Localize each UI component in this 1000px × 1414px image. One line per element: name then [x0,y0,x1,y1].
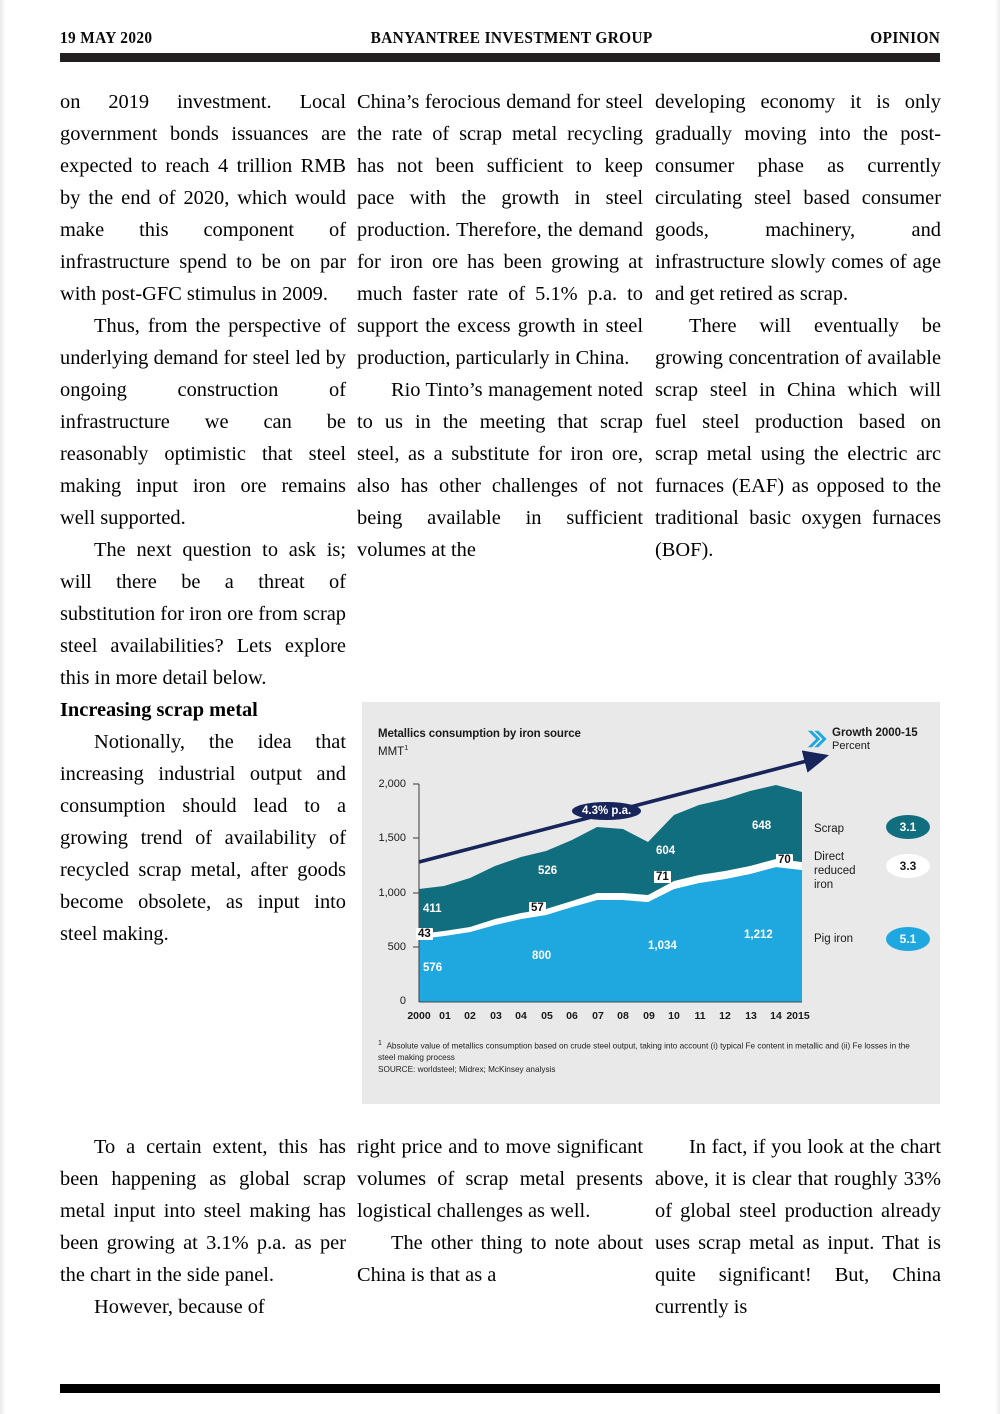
growth-panel-title: Growth 2000-15 [832,727,918,739]
article-column-3 [655,86,941,566]
paragraph: Rio Tinto’s management noted to us in the meeting that scrap steel, as a substitute for iron ore, also has other challenges of not being available in sufficient volumes at the [357,379,643,561]
data-label-dri: 43 [418,928,431,940]
x-axis-tick-label: 02 [464,1010,476,1022]
data-label-pig-iron: 576 [423,962,443,974]
growth-bubble-pig-iron: 5.1 [886,927,930,951]
x-axis-tick-label: 2000 [407,1010,431,1022]
paragraph: However, because of [94,1296,265,1318]
x-axis-tick-label: 2015 [786,1010,810,1022]
article-column-1 [60,86,346,950]
x-axis-tick-label: 14 [770,1010,782,1022]
data-label-scrap: 648 [752,820,772,832]
paragraph: To a certain extent, this has been happening as global scrap metal input into steel making has been growing at 3.1% p.a. as per the chart in the side panel. [60,1136,346,1286]
data-label-pig-iron: 1,212 [744,929,773,941]
chart-footnote-marker: 1 [378,1040,382,1047]
metallics-consumption-chart [362,702,940,1104]
x-axis-tick-label: 03 [490,1010,502,1022]
cagr-annotation: 4.3% p.a. [572,802,641,820]
y-axis-tick-label: 0 [399,995,406,1007]
masthead [60,28,940,48]
x-axis-tick-label: 05 [541,1010,553,1022]
x-axis-tick-label: 06 [566,1010,578,1022]
data-label-scrap: 604 [656,845,676,857]
data-label-dri: 71 [656,871,669,883]
article-column-2-continued [357,1131,643,1291]
paragraph: China’s ferocious demand for steel the rate of scrap metal recycling has not been sufficient to keep pace with the growth in steel production. Therefore, the demand for iron ore has been growing at much faster rate of 5.1% p.a. to support the excess growth in steel production, particularly in China. [357,91,643,369]
data-label-scrap: 526 [538,865,558,877]
paragraph: The other thing to note about China is that as a [357,1232,643,1286]
y-axis-tick-label: 1,500 [378,832,406,844]
paragraph: developing economy it is only gradually moving into the post-consumer phase as currently circulating steel based consumer goods, machinery, and infrastructure slowly comes of age and get retired as scrap. [655,91,941,305]
masthead-publication-title: BANYANTREE INVESTMENT GROUP [371,28,654,47]
data-label-pig-iron: 800 [532,950,552,962]
paragraph: The next question to ask is; will there be a threat of substitution for iron ore from scrap steel availabilities? Lets explore this in more detail below. [60,539,346,689]
x-axis-tick-label: 12 [719,1010,731,1022]
page-edge-right [995,0,1000,1414]
data-label-dri: 57 [531,902,544,914]
paragraph: on 2019 investment. Local government bonds issuances are expected to reach 4 trillion RMB by the end of 2020, which would make this component of infrastructure spend to be on par with post-GFC stimulus in 2009. [60,91,346,305]
footer-divider-rule [60,1384,940,1393]
masthead-divider-rule [60,53,940,62]
y-axis-tick-label: 500 [387,941,406,953]
paragraph: Thus, from the perspective of underlying demand for steel led by ongoing construction of infrastructure we can be reasonably optimistic that steel making input iron ore remains well supported. [60,315,346,529]
chart-units-footnote-marker: 1 [404,743,409,752]
page-edge-left [0,0,6,1414]
growth-bubble-dri: 3.3 [886,854,930,878]
paragraph: There will eventually be growing concentration of available scrap steel in China which will fuel steel production based on scrap metal using the electric arc furnaces (EAF) as opposed to the traditional basic oxygen furnaces (BOF). [655,315,941,561]
masthead-date: 19 MAY 2020 [60,28,153,47]
article-column-2 [357,86,643,566]
legend-label-scrap: Scrap [814,823,845,835]
x-axis-tick-label: 10 [668,1010,680,1022]
x-axis-tick-label: 04 [515,1010,527,1022]
chart-title: Metallics consumption by iron source [378,728,581,740]
x-axis-tick-label: 11 [694,1010,706,1022]
y-axis-tick-label: 1,000 [378,887,406,899]
legend-label-pig-iron: Pig iron [814,933,853,945]
growth-panel-subtitle: Percent [832,740,870,752]
paragraph: In fact, if you look at the chart above, it is clear that roughly 33% of global steel production already uses scrap metal as input. That is quite significant! But, China currently is [655,1136,941,1318]
data-label-scrap: 411 [423,903,442,915]
x-axis-tick-label: 01 [439,1010,451,1022]
chart-units-text: MMT [378,745,405,758]
x-axis-tick-label: 09 [643,1010,655,1022]
data-label-pig-iron: 1,034 [648,940,677,952]
article-column-1-continued [60,1131,346,1323]
paragraph: Notionally, the idea that increasing industrial output and consumption should lead to a growing trend of availability of recycled scrap metal, after goods become obsolete, as input into steel making. [60,731,346,945]
x-axis-tick-label: 08 [617,1010,629,1022]
section-heading: Increasing scrap metal [60,699,258,721]
chart-source: SOURCE: worldsteel; Midrex; McKinsey analysis [378,1065,556,1074]
x-axis-tick-label: 13 [745,1010,757,1022]
data-label-dri: 70 [778,854,791,866]
y-axis-tick-label: 2,000 [378,778,406,790]
legend-label-dri: Direct reduced iron [814,851,856,891]
article-column-3-continued [655,1131,941,1323]
growth-bubble-scrap: 3.1 [886,815,930,839]
chart-footnote [378,1038,918,1063]
x-axis-tick-label: 07 [592,1010,604,1022]
chart-footnote-text: Absolute value of metallics consumption based on crude steel output, taking into account (i) typical Fe content in metallic and (ii) Fe losses in the steel making process [378,1041,910,1062]
masthead-section-label: OPINION [870,28,940,47]
paragraph: right price and to move significant volumes of scrap metal presents logistical challenges as well. [357,1136,643,1222]
